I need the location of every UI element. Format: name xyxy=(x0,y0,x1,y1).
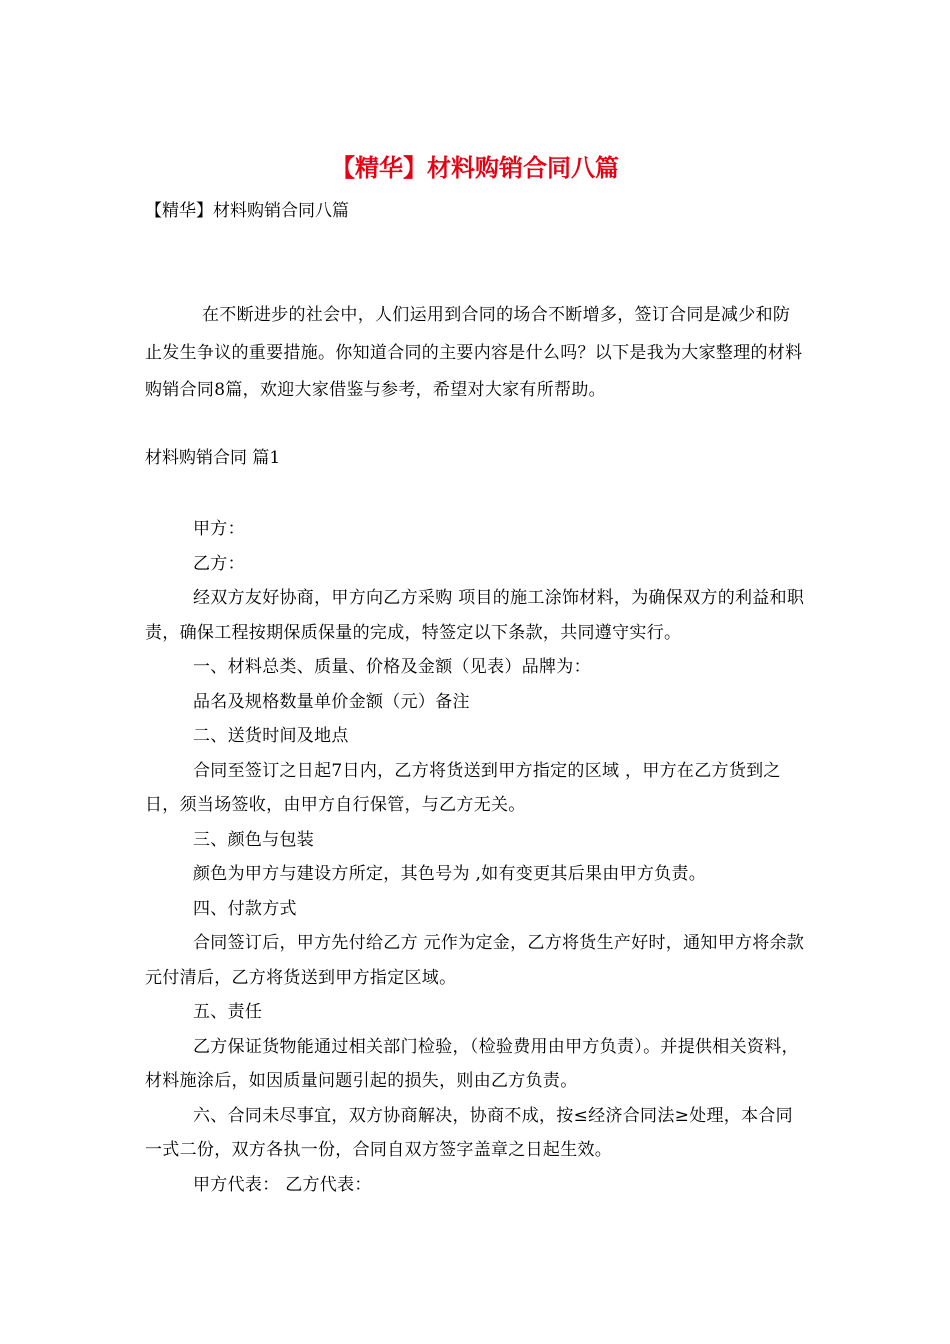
clause-1-table-header: 品名及规格数量单价金额（元）备注 xyxy=(193,691,470,712)
clause-2-text: 合同至签订之日起7日内，乙方将货送到甲方指定的区域 ，甲方在乙方货到之日，须当场签收，由甲方自行保管，与乙方无关。 xyxy=(145,760,781,815)
clause-2-heading: 二、送货时间及地点 xyxy=(193,726,349,746)
clause-1-heading: 一、材料总类、质量、价格及金额（见表）品牌为： xyxy=(193,657,591,677)
document-title: 【精华】材料购销合同八篇 xyxy=(331,153,619,182)
clause-3-text: 颜色为甲方与建设方所定，其色号为 ,如有变更其后果由甲方负责。 xyxy=(193,864,707,884)
clause-5-text: 乙方保证货物能通过相关部门检验，（检验费用由甲方负责）。并提供相关资料，材料施涂后，如因质量问题引起的损失，则由乙方负责。 xyxy=(145,1036,799,1091)
contract-preamble: 经双方友好协商，甲方向乙方采购 项目的施工涂饰材料，为确保双方的利益和职责，确保工程按期保质保量的完成，特签定以下条款，共同遵守实行。 xyxy=(145,588,805,643)
party-a-line: 甲方： xyxy=(193,519,245,539)
contract-body xyxy=(145,512,805,1202)
section-heading: 材料购销合同 篇1 xyxy=(145,448,281,468)
intro-paragraph: 在不断进步的社会中，人们运用到合同的场合不断增多，签订合同是减少和防止发生争议的重要措施。你知道合同的主要内容是什么吗？以下是我为大家整理的材料购销合同8篇，欢迎大家借鉴与参考，希望对大家有所帮助。 xyxy=(145,305,803,400)
clause-4-text: 合同签订后，甲方先付给乙方 元作为定金，乙方将货生产好时，通知甲方将余款 元付清后，乙方将货送到甲方指定区域。 xyxy=(145,933,805,988)
party-b-line: 乙方： xyxy=(193,553,245,574)
clause-6-text: 六、合同未尽事宜，双方协商解决，协商不成，按≤经济合同法≥处理，本合同一式二份，双方各执一份，合同自双方签字盖章之日起生效。 xyxy=(145,1105,793,1160)
clause-5-heading: 五、责任 xyxy=(193,1002,263,1022)
clause-3-heading: 三、颜色与包装 xyxy=(193,829,315,850)
signature-line: 甲方代表： 乙方代表： xyxy=(193,1174,372,1195)
document-subtitle: 【精华】材料购销合同八篇 xyxy=(145,201,349,221)
clause-4-heading: 四、付款方式 xyxy=(193,898,297,919)
